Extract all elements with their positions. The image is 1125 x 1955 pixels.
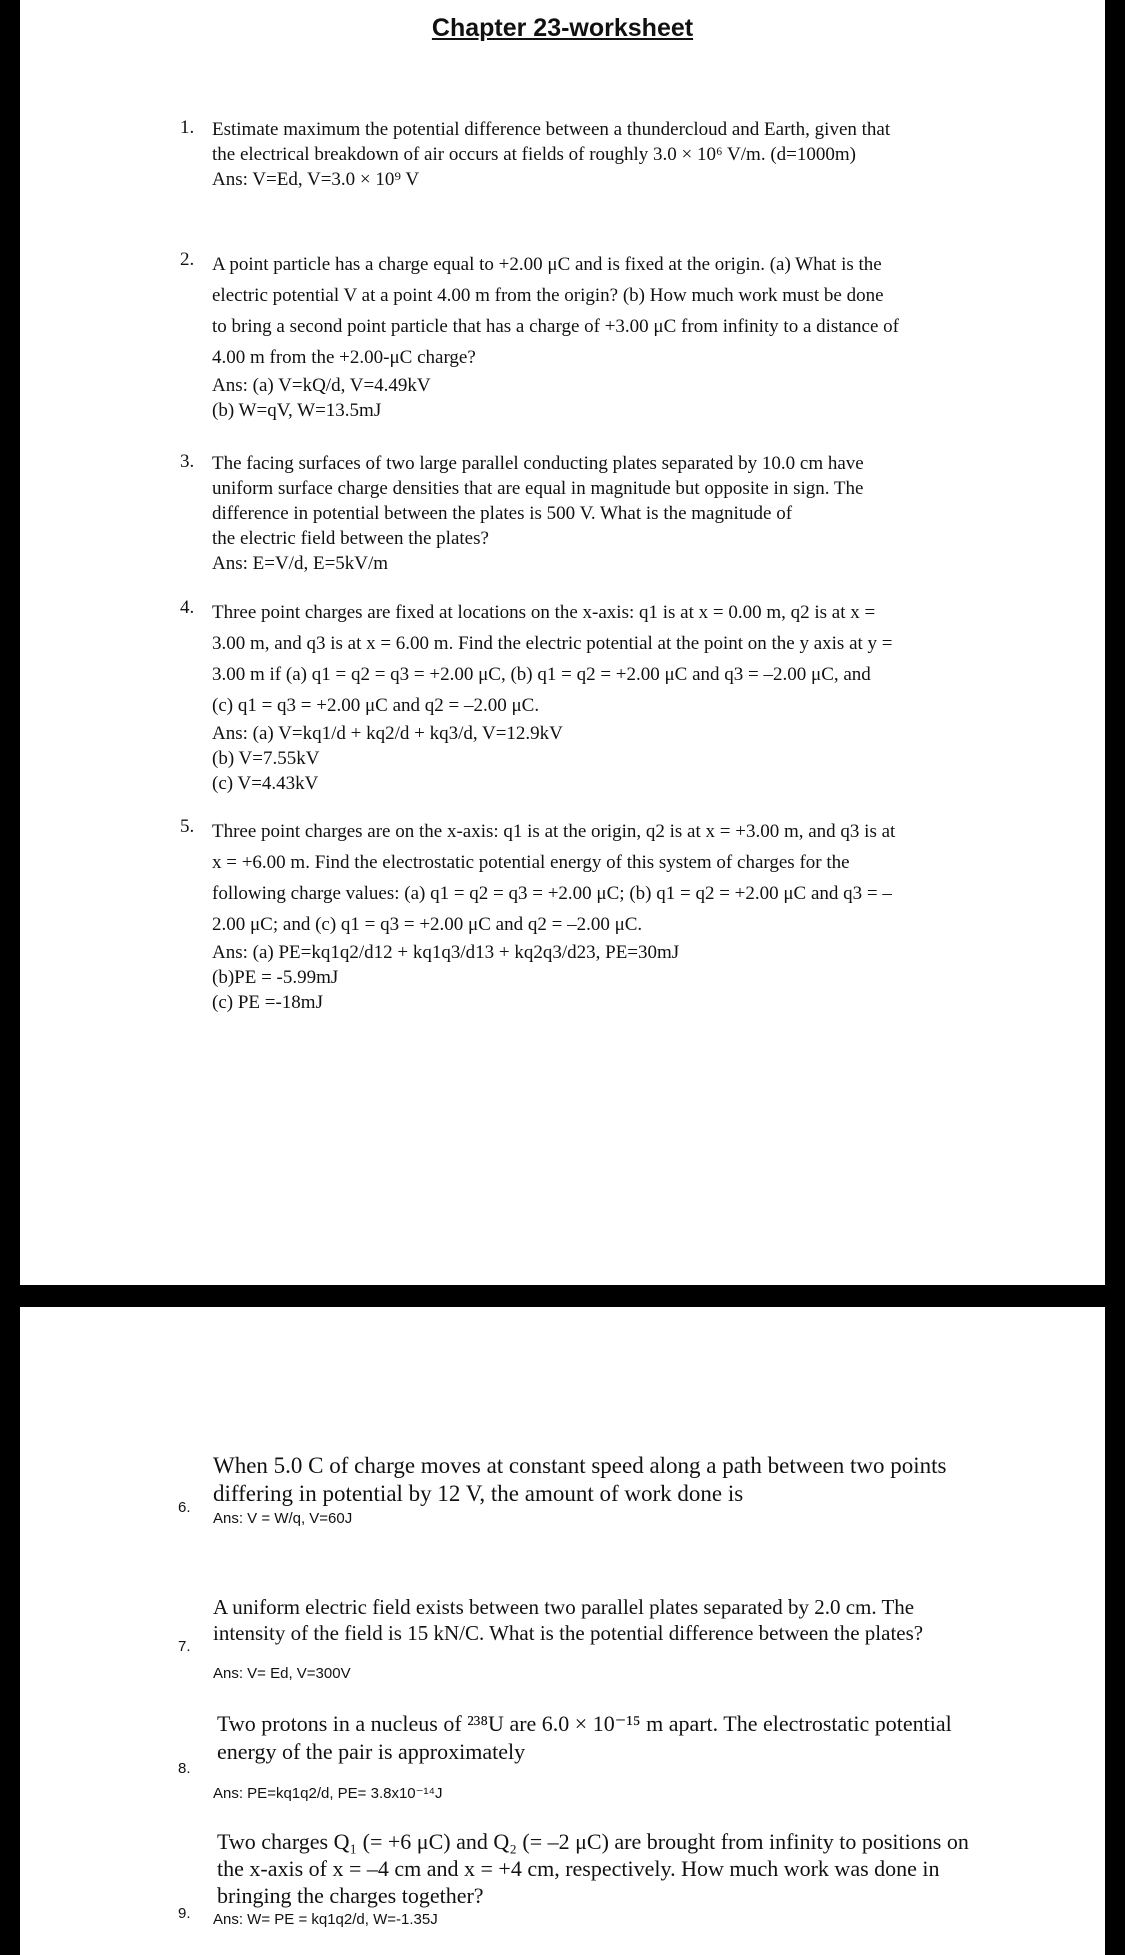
question-body — [213, 1594, 1063, 1682]
question-line: A point particle has a charge equal to +2.00 μC and is fixed at the origin. (a) What is the — [212, 254, 882, 275]
question-line: the electric field between the plates? — [212, 528, 489, 549]
question-number: 4. — [180, 597, 195, 618]
answer-line: (c) PE =-18mJ — [212, 992, 323, 1013]
question-line: (c) q1 = q3 = +2.00 μC and q2 = –2.00 μC. — [212, 695, 540, 716]
question-line: to bring a second point particle that has a charge of +3.00 μC from infinity to a distance of — [212, 316, 899, 337]
answer-line: Ans: V=Ed, V=3.0 × 10⁹ V — [212, 169, 420, 190]
question-line: following charge values: (a) q1 = q2 = q3 = +2.00 μC; (b) q1 = q2 = +2.00 μC and q3 = – — [212, 883, 892, 904]
answer-line: (c) V=4.43kV — [212, 773, 319, 794]
question-line: 4.00 m from the +2.00-μC charge? — [212, 347, 476, 368]
question-body — [212, 249, 1012, 423]
question-body — [213, 1452, 1063, 1527]
question-body — [213, 1828, 1067, 1928]
question-line: x = +6.00 m. Find the electrostatic potential energy of this system of charges for the — [212, 852, 850, 873]
question-number: 8. — [178, 1760, 191, 1777]
question-line: intensity of the field is 15 kN/C. What is the potential difference between the plates? — [213, 1621, 924, 1645]
question-number: 5. — [180, 816, 195, 837]
question-line: differing in potential by 12 V, the amount of work done is — [213, 1481, 744, 1506]
question-line: The facing surfaces of two large parallel conducting plates separated by 10.0 cm have — [212, 453, 864, 474]
question-body — [212, 597, 1012, 796]
question-line: bringing the charges together? — [217, 1883, 484, 1908]
answer-line: Ans: W= PE = kq1q2/d, W=-1.35J — [213, 1911, 438, 1928]
answer-line: Ans: E=V/d, E=5kV/m — [212, 553, 389, 574]
question-number: 3. — [180, 451, 195, 472]
answer-line: Ans: (a) PE=kq1q2/d12 + kq1q3/d13 + kq2q3/d23, PE=30mJ — [212, 942, 680, 963]
answer-line: Ans: V = W/q, V=60J — [213, 1510, 353, 1527]
question-body — [213, 1710, 1067, 1802]
question-body — [212, 117, 1012, 192]
answer-line: (b)PE = -5.99mJ — [212, 967, 339, 988]
page-title: Chapter 23-worksheet — [431, 14, 694, 42]
question-line: electric potential V at a point 4.00 m from the origin? (b) How much work must be done — [212, 285, 884, 306]
question-line: When 5.0 C of charge moves at constant speed along a path between two points — [213, 1453, 947, 1478]
question-number: 9. — [178, 1905, 191, 1922]
worksheet-page-2 — [20, 1307, 1105, 1955]
answer-line: Ans: PE=kq1q2/d, PE= 3.8x10⁻¹⁴J — [213, 1785, 443, 1802]
question-number: 7. — [178, 1638, 191, 1655]
question-line: A uniform electric field exists between two parallel plates separated by 2.0 cm. The — [213, 1595, 915, 1619]
worksheet-page-1 — [20, 0, 1105, 1285]
question-number: 6. — [178, 1499, 191, 1516]
answer-line: Ans: (a) V=kQ/d, V=4.49kV — [212, 375, 431, 396]
question-number: 1. — [180, 117, 195, 138]
answer-line: (b) W=qV, W=13.5mJ — [212, 400, 382, 421]
question-body — [212, 816, 1012, 1015]
question-line: the x-axis of x = –4 cm and x = +4 cm, respectively. How much work was done in — [217, 1856, 940, 1881]
answer-line: (b) V=7.55kV — [212, 748, 320, 769]
question-line: difference in potential between the plates is 500 V. What is the magnitude of — [212, 503, 793, 524]
question-body — [212, 451, 1012, 576]
question-line: Two charges Q₁ (= +6 μC) and Q₂ (= –2 μC) are brought from infinity to positions on — [217, 1829, 969, 1854]
question-line: uniform surface charge densities that are equal in magnitude but opposite in sign. The — [212, 478, 864, 499]
answer-line: Ans: V= Ed, V=300V — [213, 1665, 351, 1682]
answer-line: Ans: (a) V=kq1/d + kq2/d + kq3/d, V=12.9kV — [212, 723, 563, 744]
question-line: 3.00 m if (a) q1 = q2 = q3 = +2.00 μC, (b) q1 = q2 = +2.00 μC and q3 = –2.00 μC, and — [212, 664, 871, 685]
question-line: Three point charges are on the x-axis: q1 is at the origin, q2 is at x = +3.00 m, and q3 is at — [212, 821, 896, 842]
question-line: the electrical breakdown of air occurs at fields of roughly 3.0 × 10⁶ V/m. (d=1000m) — [212, 144, 856, 165]
question-line: Estimate maximum the potential difference between a thundercloud and Earth, given that — [212, 119, 891, 140]
question-line: 2.00 μC; and (c) q1 = q3 = +2.00 μC and q2 = –2.00 μC. — [212, 914, 643, 935]
question-number: 2. — [180, 249, 195, 270]
question-line: Two protons in a nucleus of ²³⁸U are 6.0 × 10⁻¹⁵ m apart. The electrostatic potential — [217, 1711, 952, 1736]
question-line: 3.00 m, and q3 is at x = 6.00 m. Find the electric potential at the point on the y axis at y = — [212, 633, 893, 654]
question-line: energy of the pair is approximately — [217, 1739, 526, 1764]
question-line: Three point charges are fixed at locations on the x-axis: q1 is at x = 0.00 m, q2 is at x = — [212, 602, 876, 623]
